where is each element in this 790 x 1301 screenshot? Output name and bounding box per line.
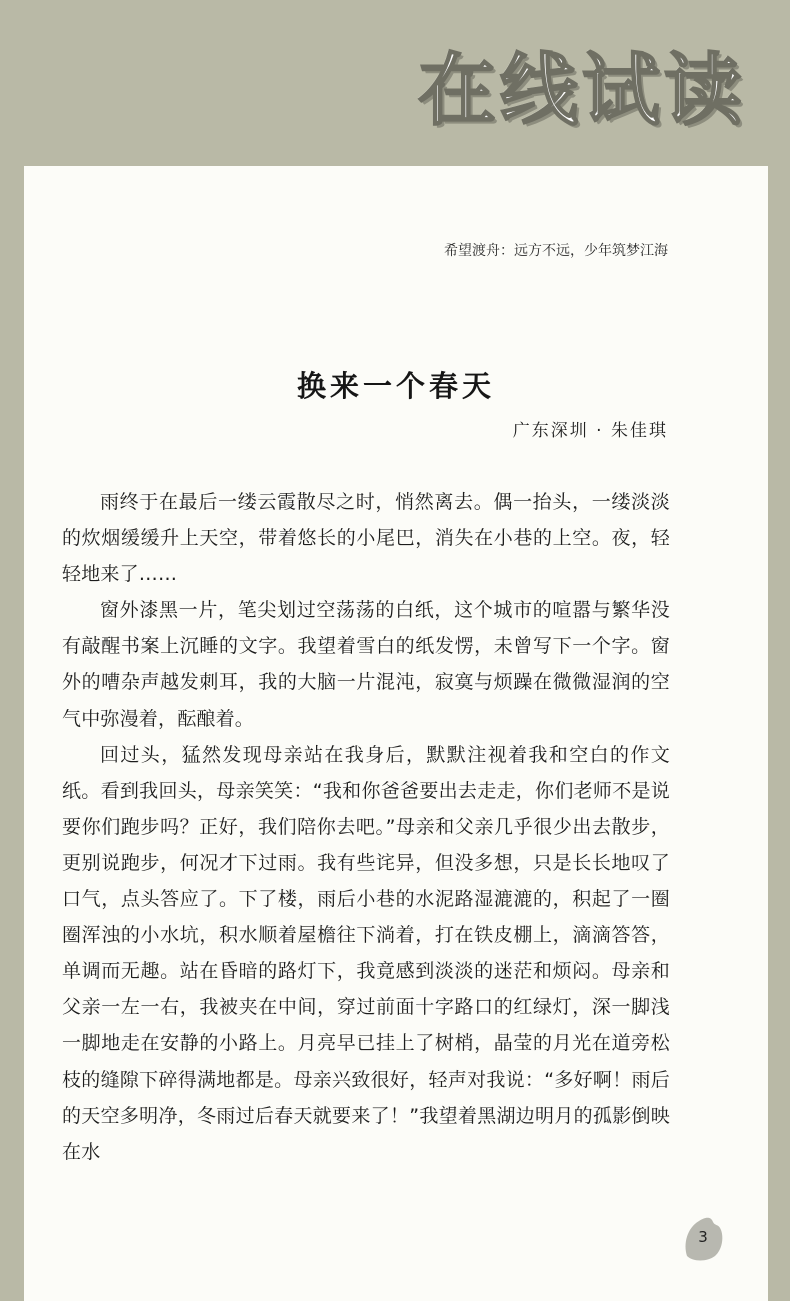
running-head: 希望渡舟：远方不远，少年筑梦江海 (444, 243, 668, 259)
paragraph: 窗外漆黑一片，笔尖划过空荡荡的白纸，这个城市的喧嚣与繁华没有敲醒书案上沉睡的文字。我望着雪白的纸发愣，未曾写下一个字。窗外的嘈杂声越发刺耳，我的大脑一片混沌，寂寞与烦躁在微微湿润的空气中弥漫着，酝酿着。 (62, 599, 670, 730)
body-text (62, 484, 670, 1170)
banner-title: 在线试读 (417, 46, 746, 136)
page-number-badge (681, 1214, 725, 1262)
author-byline: 广东深圳 · 朱佳琪 (512, 421, 668, 441)
book-page (24, 166, 768, 1301)
chapter-title: 换来一个春天 (296, 369, 495, 403)
page-number: 3 (698, 1228, 708, 1246)
paragraph: 雨终于在最后一缕云霞散尽之时，悄然离去。偶一抬头，一缕淡淡的炊烟缓缓升上天空，带着悠长的小尾巴，消失在小巷的上空。夜，轻轻地来了…… (62, 491, 670, 586)
header-banner (0, 0, 790, 166)
paragraph: 回过头，猛然发现母亲站在我身后，默默注视着我和空白的作文纸。看到我回头，母亲笑笑：“我和你爸爸要出去走走，你们老师不是说要你们跑步吗？正好，我们陪你去吧。”母亲和父亲几乎很少出去散步，更别说跑步，何况才下过雨。我有些诧异，但没多想，只是长长地叹了口气，点头答应了。下了楼，雨后小巷的水泥路湿漉漉的，积起了一圈圈浑浊的小水坑，积水顺着屋檐往下淌着，打在铁皮棚上，滴滴答答，单调而无趣。站在昏暗的路灯下，我竟感到淡淡的迷茫和烦闷。母亲和父亲一左一右，我被夹在中间，穿过前面十字路口的红绿灯，深一脚浅一脚地走在安静的小路上。月亮早已挂上了树梢，晶莹的月光在道旁松枝的缝隙下碎得满地都是。母亲兴致很好，轻声对我说：“多好啊！雨后的天空多明净，冬雨过后春天就要来了！”我望着黑湖边明月的孤影倒映在水 (62, 743, 670, 1163)
